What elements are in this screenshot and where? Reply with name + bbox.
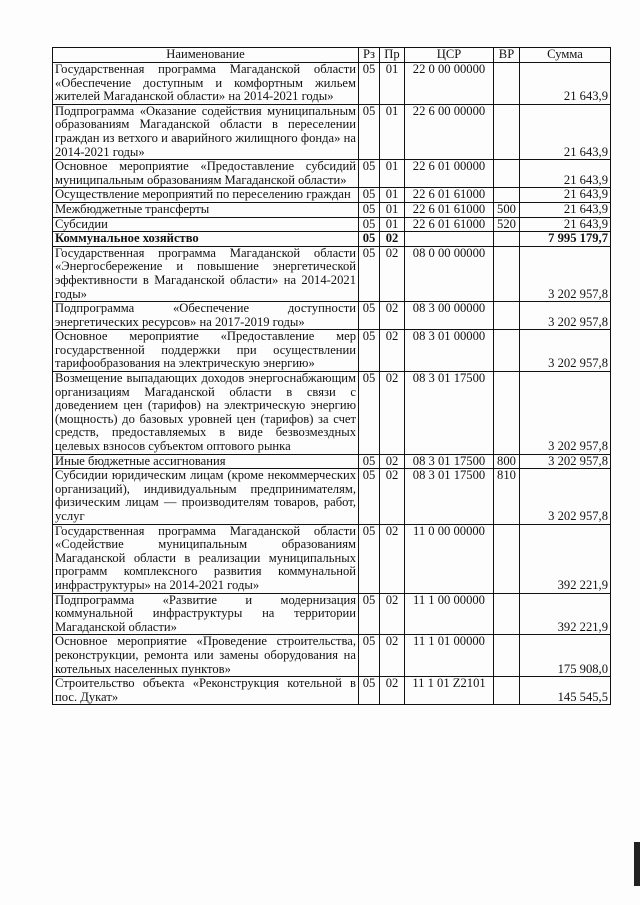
cell-sum: 3 202 957,8 xyxy=(520,372,611,455)
header-vr: ВР xyxy=(494,48,520,63)
table-row xyxy=(53,302,611,330)
cell-csr: 22 6 01 61000 xyxy=(405,217,494,232)
cell-vr: 810 xyxy=(494,469,520,524)
cell-pr: 01 xyxy=(380,202,405,217)
cell-vr xyxy=(494,330,520,372)
cell-name: Государственная программа Магаданской области «Энергосбережение и повышение энергетической эффективности в Магаданской области» на 2014-2021 годы» xyxy=(53,246,359,301)
cell-name: Подпрограмма «Обеспечение доступности энергетических ресурсов» на 2017-2019 годы» xyxy=(53,302,359,330)
cell-csr: 22 0 00 00000 xyxy=(405,63,494,105)
scan-edge-mark xyxy=(634,842,640,886)
cell-sum: 145 545,5 xyxy=(520,677,611,705)
cell-csr: 08 3 01 00000 xyxy=(405,330,494,372)
cell-csr: 22 6 01 61000 xyxy=(405,202,494,217)
cell-csr: 11 1 00 00000 xyxy=(405,593,494,635)
cell-rz: 05 xyxy=(359,104,380,159)
cell-pr: 02 xyxy=(380,372,405,455)
cell-csr: 11 1 01 00000 xyxy=(405,635,494,677)
cell-pr: 02 xyxy=(380,232,405,247)
cell-name: Государственная программа Магаданской области «Содействие муниципальным образованиям Магаданской области в реализации муниципальных программ комплексного развития коммунальной инфраструктуры» на 2014-2021 годы» xyxy=(53,524,359,593)
cell-csr: 08 3 01 17500 xyxy=(405,372,494,455)
cell-sum: 392 221,9 xyxy=(520,593,611,635)
cell-name: Подпрограмма «Развитие и модернизация коммунальной инфраструктуры на территории Магаданской области» xyxy=(53,593,359,635)
cell-rz: 05 xyxy=(359,246,380,301)
cell-vr xyxy=(494,63,520,105)
cell-csr: 22 6 01 00000 xyxy=(405,160,494,188)
cell-sum: 21 643,9 xyxy=(520,160,611,188)
budget-table xyxy=(52,47,611,705)
cell-pr: 02 xyxy=(380,635,405,677)
cell-rz: 05 xyxy=(359,63,380,105)
cell-sum: 21 643,9 xyxy=(520,202,611,217)
cell-sum: 3 202 957,8 xyxy=(520,469,611,524)
cell-vr xyxy=(494,232,520,247)
table-row xyxy=(53,104,611,159)
cell-vr xyxy=(494,635,520,677)
cell-rz: 05 xyxy=(359,217,380,232)
cell-pr: 02 xyxy=(380,469,405,524)
cell-vr xyxy=(494,593,520,635)
cell-rz: 05 xyxy=(359,469,380,524)
cell-pr: 02 xyxy=(380,524,405,593)
header-csr: ЦСР xyxy=(405,48,494,63)
cell-name: Основное мероприятие «Предоставление мер государственной поддержки при осуществлении тарифообразования на электрическую энергию» xyxy=(53,330,359,372)
header-rz: Рз xyxy=(359,48,380,63)
cell-rz: 05 xyxy=(359,330,380,372)
table-row xyxy=(53,188,611,203)
cell-sum: 392 221,9 xyxy=(520,524,611,593)
cell-name: Субсидии юридическим лицам (кроме некоммерческих организаций), индивидуальным предпринимателям, физическим лицам — производителям товаров, работ, услуг xyxy=(53,469,359,524)
cell-sum: 3 202 957,8 xyxy=(520,454,611,469)
table-row xyxy=(53,63,611,105)
table-row xyxy=(53,593,611,635)
cell-csr: 22 6 00 00000 xyxy=(405,104,494,159)
cell-name: Субсидии xyxy=(53,217,359,232)
table-row xyxy=(53,635,611,677)
cell-rz: 05 xyxy=(359,524,380,593)
table-row xyxy=(53,246,611,301)
cell-rz: 05 xyxy=(359,188,380,203)
table-row xyxy=(53,524,611,593)
cell-csr: 08 3 00 00000 xyxy=(405,302,494,330)
cell-pr: 01 xyxy=(380,104,405,159)
cell-sum: 3 202 957,8 xyxy=(520,330,611,372)
cell-csr: 08 3 01 17500 xyxy=(405,469,494,524)
table-row xyxy=(53,454,611,469)
cell-pr: 02 xyxy=(380,246,405,301)
cell-name: Государственная программа Магаданской области «Обеспечение доступным и комфортным жильем жителей Магаданской области» на 2014-2021 годы» xyxy=(53,63,359,105)
cell-csr: 22 6 01 61000 xyxy=(405,188,494,203)
table-row xyxy=(53,372,611,455)
cell-pr: 02 xyxy=(380,593,405,635)
cell-sum: 175 908,0 xyxy=(520,635,611,677)
cell-csr: 08 3 01 17500 xyxy=(405,454,494,469)
cell-pr: 01 xyxy=(380,160,405,188)
table-row xyxy=(53,232,611,247)
cell-vr: 520 xyxy=(494,217,520,232)
cell-pr: 02 xyxy=(380,302,405,330)
cell-sum: 21 643,9 xyxy=(520,188,611,203)
table-row xyxy=(53,202,611,217)
cell-name: Основное мероприятие «Проведение строительства, реконструкции, ремонта или замены оборудования на котельных населенных пунктов» xyxy=(53,635,359,677)
cell-vr xyxy=(494,372,520,455)
cell-rz: 05 xyxy=(359,454,380,469)
cell-vr xyxy=(494,246,520,301)
cell-csr: 08 0 00 00000 xyxy=(405,246,494,301)
cell-csr xyxy=(405,232,494,247)
cell-vr xyxy=(494,160,520,188)
cell-name: Возмещение выпадающих доходов энергоснабжающим организациям Магаданской области в связи с доведением цен (тарифов) на электрическую энергию (мощность) до базовых уровней цен (тарифов) за счет средств, предоставляемых в виде безвозмездных целевых взносов субъектом оптового рынка xyxy=(53,372,359,455)
cell-name: Иные бюджетные ассигнования xyxy=(53,454,359,469)
header-sum: Сумма xyxy=(520,48,611,63)
cell-vr: 800 xyxy=(494,454,520,469)
header-pr: Пр xyxy=(380,48,405,63)
cell-rz: 05 xyxy=(359,635,380,677)
header-name: Наименование xyxy=(53,48,359,63)
cell-name: Основное мероприятие «Предоставление субсидий муниципальным образованиям Магаданской области» xyxy=(53,160,359,188)
cell-vr xyxy=(494,188,520,203)
cell-vr: 500 xyxy=(494,202,520,217)
cell-vr xyxy=(494,524,520,593)
table-row xyxy=(53,160,611,188)
cell-rz: 05 xyxy=(359,202,380,217)
cell-pr: 01 xyxy=(380,188,405,203)
cell-name: Осуществление мероприятий по переселению граждан xyxy=(53,188,359,203)
cell-rz: 05 xyxy=(359,302,380,330)
cell-rz: 05 xyxy=(359,593,380,635)
cell-sum: 21 643,9 xyxy=(520,63,611,105)
table-row xyxy=(53,469,611,524)
cell-name: Подпрограмма «Оказание содействия муниципальным образованиям Магаданской области в переселении граждан из ветхого и аварийного жилищного фонда» на 2014-2021 годы» xyxy=(53,104,359,159)
cell-name: Межбюджетные трансферты xyxy=(53,202,359,217)
cell-pr: 01 xyxy=(380,63,405,105)
cell-pr: 02 xyxy=(380,677,405,705)
cell-csr: 11 0 00 00000 xyxy=(405,524,494,593)
cell-rz: 05 xyxy=(359,160,380,188)
cell-pr: 02 xyxy=(380,454,405,469)
table-row xyxy=(53,330,611,372)
cell-csr: 11 1 01 Z2101 xyxy=(405,677,494,705)
cell-rz: 05 xyxy=(359,232,380,247)
table-header-row xyxy=(53,48,611,63)
cell-pr: 02 xyxy=(380,330,405,372)
table-row xyxy=(53,677,611,705)
cell-rz: 05 xyxy=(359,372,380,455)
cell-vr xyxy=(494,302,520,330)
cell-sum: 21 643,9 xyxy=(520,217,611,232)
cell-sum: 3 202 957,8 xyxy=(520,246,611,301)
cell-sum: 3 202 957,8 xyxy=(520,302,611,330)
cell-name: Коммунальное хозяйство xyxy=(53,232,359,247)
table-row xyxy=(53,217,611,232)
cell-sum: 21 643,9 xyxy=(520,104,611,159)
cell-vr xyxy=(494,104,520,159)
cell-rz: 05 xyxy=(359,677,380,705)
cell-vr xyxy=(494,677,520,705)
cell-name: Строительство объекта «Реконструкция котельной в пос. Дукат» xyxy=(53,677,359,705)
cell-sum: 7 995 179,7 xyxy=(520,232,611,247)
cell-pr: 01 xyxy=(380,217,405,232)
